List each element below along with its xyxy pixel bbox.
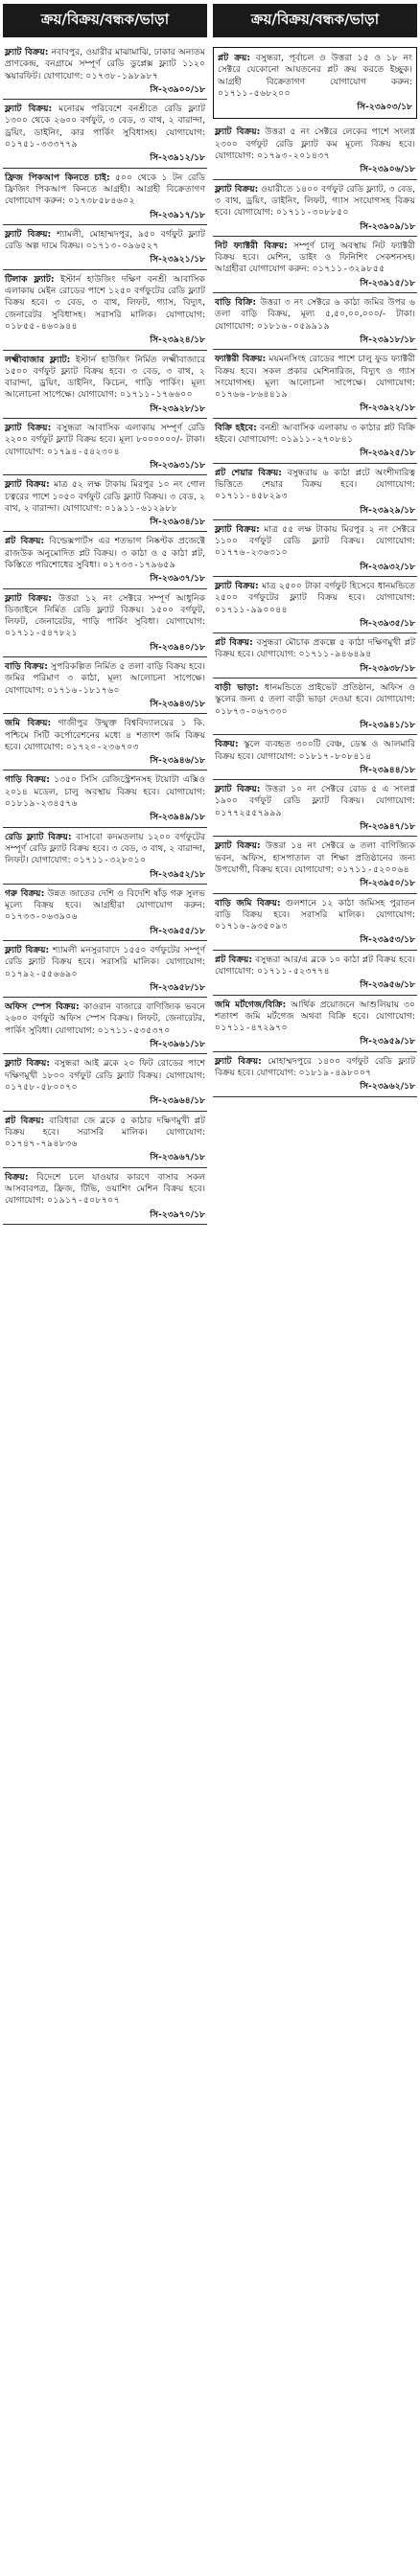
classified-ad (3, 169, 207, 225)
ad-body: মাত্র ৫৫ লক্ষ টাকায় মিরপুর ২ নং সেক্টরে ১১০০ বর্গফুট রেডি ফ্ল্যাট বিক্রয়। যোগাযোগ: (215, 523, 416, 547)
ad-body: শ্যামলী মনসুরাবাদে ১৫৫০ বর্গফুটের সম্পূর্ণ রেডি ফ্ল্যাট বিক্রয় হবে। সরাসরি মালিক। যোগাযোগ: (5, 945, 206, 968)
ad-phone: ০১৯১১-২৭০৮৪১ (280, 434, 354, 446)
classified-ad (3, 1168, 207, 1225)
ad-code: সি-২৩৯৪৬/১৮ (150, 755, 205, 767)
ad-phone: ০১৭১১-৫৪৭৮২১ (5, 628, 78, 639)
classified-ad (213, 577, 417, 633)
ad-heading: টিলাক ফ্ল্যাট: (5, 273, 55, 285)
ad-heading: ফ্ল্যাট বিক্রয়: (215, 126, 261, 138)
ad-heading: প্লট বিক্রয়: (215, 637, 253, 649)
ad-body: বসুন্ধরায় ৬ কাঠা প্লটে অংশীদারিত্ব ভিত্তিতে শেয়ার বিক্রয় হবে। যোগাযোগ: (215, 467, 415, 490)
ad-heading: ফ্ল্যাট বিক্রয়: (215, 1055, 262, 1067)
ad-phone: ০১৭৯৩-২০১৪৩৭ (257, 150, 331, 162)
ad-phone: ০১৭১৩-০৯৬৫২৭ (85, 241, 159, 252)
classified-ad (213, 419, 417, 464)
ad-heading: প্লট শেয়ার বিক্রয়: (215, 467, 282, 478)
ad-body: গুলশানে ১২ কাঠা জমিসহ পুরাতন বাড়ি বিক্রয় হবে। সরাসরি মালিক। যোগাযোগ: (215, 897, 415, 920)
classified-ad (3, 225, 207, 270)
ad-code: সি-২৩৯৪৪/১৮ (360, 764, 415, 775)
classified-ad (213, 1052, 417, 1097)
ad-phone: ০১৭৭২৫৫৭৯৯৯ (215, 807, 283, 818)
classified-ad (3, 100, 207, 168)
classified-ad (213, 678, 417, 735)
ad-body: বসুন্ধরা, পূর্বাচল ও উত্তরা ১৫ ও ১৮ নং সেক্টরে যেকোনো আয়তনের প্লট ক্রয় করতে ইচ্ছুক। আগ্রহী বিক্রেতাগণ যোগাযোগ করুন: (218, 53, 412, 87)
ad-phone: ০১৭১১-৯৯০০৪৪ (215, 604, 288, 615)
ad-phone: ০১৮১৯-২৩৪৫৭৬ (5, 798, 78, 810)
ad-heading: নিট ফ্যাক্টরী বিক্রয়: (215, 240, 288, 251)
ad-code: সি-২৩৯০৩/১৮ (357, 102, 412, 113)
ad-body: মনোরম পরিবেশে বনশ্রীতে রেডি ফ্ল্যাট ১৩০০ থেকে ২৬০০ বর্গফুট, ৩ বেড, ৩ বাথ, ২ বারান্দা, ড্রয়িং, ডাইনিং, কার পার্কিং সুবিধাসহ। যোগাযোগ: (5, 104, 206, 138)
classified-ad (3, 770, 207, 827)
classified-ad (3, 589, 207, 657)
ad-phone: ০১৭১১-৯৪৬৪৯৪ (298, 649, 372, 660)
ad-code: সি-২৩৯১৫/১৮ (360, 277, 415, 288)
ad-phone: ০১৭৭৬-২৩৬৩১০ (215, 547, 289, 559)
classified-ad (3, 941, 207, 998)
classified-ad (213, 350, 417, 418)
ad-phone: ০১৭১১-৩২৮০১০ (73, 855, 147, 866)
classified-ad (3, 714, 207, 770)
ad-code: সি-২৩৯২২/১৮ (360, 402, 415, 414)
right-column (213, 4, 417, 2572)
classified-ad (213, 123, 417, 179)
ad-code: সি-২৩৯০০/১৮ (150, 83, 205, 95)
ad-heading: প্লট ক্রয়: (218, 53, 251, 63)
ad-phone: ০১৭১১-৫৬৮২০০ (218, 87, 291, 99)
ad-code: সি-২৩৯৫৫/১৮ (150, 925, 205, 936)
ad-body: বনশ্রী আবাসিক এলাকায় ৩ কাঠার প্লট বিক্রি হইবে। যোগাযোগ: (215, 422, 416, 446)
ad-code: সি-২৩৯৪১/১৮ (360, 719, 415, 730)
ad-heading: ফ্ল্যাট বিক্রয়: (5, 104, 53, 115)
ad-heading: জমি বিক্রয়: (5, 718, 52, 729)
classified-ad (213, 180, 417, 237)
classified-ad (213, 894, 417, 951)
ad-body: উন্নত জাতের দেশি ও বিদেশি ষাঁড় গরু সুলভ মূল্যে বিক্রয় হবে। আগ্রহীরা যোগাযোগ করুন: (5, 887, 205, 911)
ad-body: ১৩৫০ সিসি রেজিস্ট্রেশনসহ টয়োটা এক্সিও ২০১৪ মডেল, চালু অবস্থায় বিক্রয় হবে। যোগাযোগ: (5, 774, 205, 797)
ad-heading: বিক্রয়: (215, 739, 239, 750)
ad-code: সি-২৩৯৫৬/১৮ (360, 979, 415, 991)
ad-phone: ০১৭১১-১৭৬৬০০ (120, 389, 194, 401)
ad-phone: ০১৭১১-৫২০০৬৪ (337, 863, 410, 875)
ad-body: শ্যামলী, মোহাম্মদপুর, ৯৫০ বর্গফুট ফ্ল্যাট রেডি অল্প দামে বিক্রয়। (5, 228, 206, 252)
ad-code: সি-২৩৯৩৮/১৮ (360, 662, 415, 674)
ad-code: সি-২৩৯৪৯/১৮ (150, 812, 205, 823)
ad-heading: বিক্রয়: (5, 1171, 29, 1183)
ad-body: বিল্ডেক্সপার্টস এর শতভাগ নিষ্কণ্টক প্রজেক্টে রাজউক অনুমোদিত প্লট বিক্রয়। ৩ কাঠা ও ৫ কাঠা প্লট, কিস্তিতে পরিশোধের সুবিধা। (5, 536, 205, 570)
ad-phone: ০১৮১৯-৪৯৮০০৭ (298, 1068, 372, 1079)
ad-code: সি-২৩৯৫৩/১৮ (360, 934, 415, 946)
ad-heading: ফ্যাক্টরী বিক্রয়: (215, 354, 267, 365)
ad-heading: ফ্ল্যাট বিক্রয়: (215, 784, 261, 795)
ad-heading: ফ্ল্যাট বিক্রয়: (5, 945, 50, 955)
ad-heading: গরু বিক্রয়: (5, 887, 45, 899)
ad-body: উত্তরা ১০ নং সেক্টরে রোড ৫ এ সংলগ্ন ১৯০০ বর্গফুট রেডি ফ্ল্যাট বিক্রয়। যোগাযোগ: (215, 784, 415, 807)
classified-ad (3, 532, 207, 588)
ad-phone: ০১৮৭৩-০৬৭৩৩০ (215, 705, 289, 717)
classified-ad (3, 43, 207, 100)
ad-body: ইস্টার্ন হাউজিং নির্মিত লক্ষ্মীবাজারে ১৫০০ বর্গফুট ফ্ল্যাট বিক্রয় হবে। ৩ বেড, ৩ বাথ, ২ বারান্দা, ড্রয়িং, ডাইনিং, কিচেন, গাড়ি পার্কিং। মূল্য আলোচনা সাপেক্ষে। যোগাযোগ: (5, 354, 206, 401)
ad-heading: ফ্ল্যাট বিক্রয়: (215, 840, 261, 852)
ad-body: মাত্র ৫২ লক্ষ টাকায় মিরপুর ১০ নং গোল চত্বরের পাশে ১০৫০ বর্গফুট রেডি ফ্ল্যাট বিক্রয়। ৩ বেড, ২ বাথ, ২ বারান্দা। যোগাযোগ: (5, 479, 205, 514)
ad-code: সি-২৩৯৬৪/১৮ (150, 1095, 205, 1107)
ad-body: আর্থিক প্রয়োজনে আশুলিয়ায় ৩০ শতাংশ জমি মর্টগেজ অথবা বিক্রি হবে। যোগাযোগ: (215, 999, 416, 1022)
ad-heading: জমি মর্টগেজ/বিক্রি: (215, 999, 287, 1010)
ad-code: সি-২৩৯৩৭/১৮ (150, 573, 205, 585)
ad-phone: ০১৭৯২-৫৫৬৬৯০ (5, 968, 78, 979)
ad-code: সি-২৩৯১৭/১৮ (150, 209, 205, 220)
ad-body: মাত্র ২৫০০ টাকা বর্গফুট হিসেবে ধানমন্ডিতে ২৫০০ বর্গফুটের ফ্ল্যাট বিক্রয় হবে। যোগাযোগ: (215, 580, 416, 604)
ad-code: সি-২৩৯২৪/১৮ (150, 334, 205, 346)
ad-phone: ০১৭১১-৩২৯৮৫৫ (312, 264, 385, 275)
ad-phone: ০১৮৫৫-৪৬০৯৪৪ (5, 320, 78, 332)
ad-heading: ফ্ল্যাট বিক্রয়: (5, 592, 53, 604)
ad-heading: বিক্রি হইবে: (215, 422, 257, 433)
ad-phone: ০১৭১১-৫৩৫৩৭০ (97, 1024, 171, 1036)
ad-heading: ফ্ল্যাট বিক্রয়: (5, 47, 49, 58)
ad-code: সি-২৩৯৩৪/১৮ (150, 517, 205, 528)
ad-phone: ০১৭৫১-৩৩৩৭৭৯ (5, 139, 78, 150)
ad-heading: ফ্রিজ পিকআপ কিনতে চাই: (5, 172, 110, 183)
ad-code: সি-২৩৯৬২/১৮ (360, 1081, 415, 1092)
ad-body: বসুন্ধরা আই ব্লকে ২০ ফিট রোডের পাশে দক্ষিণমুখী ১৮০০ বর্গফুট রেডি ফ্ল্যাট বিক্রয়। যোগাযোগ: (5, 1058, 206, 1081)
ad-code: সি-২৩৯৫৮/১৮ (150, 981, 205, 993)
ad-heading: গাড়ি বিক্রয়: (5, 774, 50, 786)
classified-ad (213, 780, 417, 837)
ad-body: উত্তরা ৫ নং সেক্টরে লেকের পাশে সংলগ্ন ২৩০০ বর্গফুট রেডি ফ্ল্যাট কম মূল্যে বিক্রয় হবে। যোগাযোগ: (215, 126, 415, 162)
ad-phone: ০১৭১১-৫২৩৭৭৪ (257, 966, 331, 977)
ad-heading: প্লট বিক্রয়: (5, 1115, 45, 1126)
ad-heading: বাড়ি বিক্রি: (215, 297, 257, 309)
ad-phone: ০১৮১৭-৮০৮৪১৪ (298, 750, 372, 762)
ad-code: সি-২৩৯৪৩/১৮ (150, 698, 205, 709)
ad-phone: ০১৭২০-২৩৬৭০৩ (65, 741, 139, 752)
ad-body: স্কুলে ব্যবহৃত ৩০০টি বেঞ্চ, ডেস্ক ও আলমারি বিক্রয় হবে। যোগাযোগ: (215, 739, 416, 762)
ad-phone: ০১৭১১-৩০৮৮৫০ (275, 207, 349, 218)
ad-body: মোহাম্মদপুরে ১৪০০ বর্গফুট রেডি ফ্ল্যাট বিক্রয় হবে। যোগাযোগ: (215, 1055, 415, 1079)
ad-phone: ০১৯১১-৬১২৯৮৮ (105, 502, 178, 514)
ad-code: সি-২৩৯১২/১৮ (150, 152, 205, 164)
ad-body: ধানমন্ডিতে প্রাইভেট প্রতিষ্ঠান, অফিস ও স্কুলের জন্য ৫ তলা বাড়ী ভাড়া দেওয়া হবে। যোগাযোগ: (215, 682, 416, 705)
ad-phone: ০১৭৬৬-৮৬৪৪১৯ (215, 389, 288, 401)
ad-heading: বাড়ি জমি বিক্রয়: (215, 897, 281, 908)
classified-ad (213, 837, 417, 893)
classified-ad (3, 475, 207, 532)
ad-heading: বাড়ি বিক্রয়: (5, 661, 48, 673)
ad-body: বারিধারা জে ব্লকে ৫ কাঠার দক্ষিণমুখী প্লট বিক্রয় হবে। সরাসরি মালিক। যোগাযোগ: (5, 1115, 205, 1138)
ad-code: সি-২৩৯৫০/১৮ (360, 878, 415, 889)
ad-body: ইস্টার্ন হাউজিং দক্ষিণ বনশ্রী আবাসিক এলাকায় মেইন রোডের পাশে ১২৫০ বর্গফুটের রেডি ফ্ল্যাট বিক্রয় হবে। ৩ বেড, ৩ বাথ, লিফট, গ্যাস, বিদ্যুৎ, জেনারেটর সুবিধাসহ। সরাসরি মালিক। যোগাযোগ: (5, 273, 205, 320)
classified-ad (213, 293, 417, 350)
ad-phone: ০১৭১১-৪৫৮২৯৩ (215, 491, 288, 502)
ad-body: বসুন্ধরা আর/এ ব্লকে ১০ কাঠা প্লট বিক্রয় হবে। যোগাযোগ: (215, 954, 416, 977)
ad-body: বসুন্ধরা আবাসিক এলাকায় সম্পূর্ণ রেডি ২২০০ বর্গফুট ফ্ল্যাট বিক্রয় হবে। মূল্য ৮০০০০০০/- টাকা। যোগাযোগ: (5, 423, 205, 457)
ad-heading: ফ্ল্যাট বিক্রয়: (5, 479, 50, 491)
classified-ad (3, 1054, 207, 1111)
ad-heading: ফ্ল্যাট বিক্রয়: (5, 228, 52, 240)
ad-code: সি-২৩৯০৬/১৮ (360, 164, 415, 175)
ad-phone: ০১৭১৬-১৮১৭৬০ (47, 684, 121, 696)
classified-ad (3, 351, 207, 419)
ad-heading: অফিস স্পেস বিক্রয়: (5, 1001, 80, 1013)
ad-body: সম্পূর্ণ চালু অবস্থায় নিট ফ্যাক্টরী বিক্রয় হবে। মেশিন, ডাইং ও ফিনিশিং সেকশনসহ। আগ্রহীরা যোগাযোগ করুন: (215, 240, 415, 275)
ad-heading: ফ্ল্যাট বিক্রয়: (5, 423, 52, 434)
classified-ad (213, 633, 417, 678)
ad-body: উত্তরা ৩ নং সেক্টরে ৬ কাঠা জমির উপর ৬ তলা বাড়ি বিক্রয়, মূল্য ৫,৫০,০০,০০০/- টাকা। যোগাযোগ: (215, 297, 416, 332)
ad-code: সি-২৩৯৭০/১৮ (150, 1208, 205, 1220)
ad-code: সি-২৩৯৫৯/১৮ (360, 1036, 415, 1047)
classified-ad (3, 1112, 207, 1168)
ad-code: সি-২৩৯১৮/১৮ (360, 334, 415, 345)
ad-body: উত্তরা ১২ নং সেক্টরে সম্পূর্ণ আধুনিক ডিজাইনে নির্মিত রেডি ফ্ল্যাট বিক্রয়। ১৫০০ বর্গফুট, লিফট, জেনারেটর, গাড়ি পার্কিং সুবিধা। যোগাযোগ: (5, 592, 206, 628)
ad-body: ৫০০ থেকে ১ টন রেডি ফ্রিজিং পিকআপ কিনতে আগ্রহী। আগ্রহী বিক্রেতাগণ যোগাযোগ করুন: (5, 172, 205, 207)
ad-phone: ০১৭৩৩-১৭৯৬৫৯ (103, 559, 176, 570)
ad-phone: ০১৭৪৭-৭৯৪৮৩৬ (5, 1138, 78, 1150)
classified-ad (3, 270, 207, 351)
ad-heading: ফ্ল্যাট বিক্রয়: (215, 183, 259, 195)
ad-body: সুপরিকল্পিত নির্মিত ৫ তলা বাড়ি বিক্রয় হবে। জমির পরিমাণ ৩ কাঠা, মূল্য আলোচনা সাপেক্ষে। যোগাযোগ: (5, 661, 206, 696)
ad-phone: ০১৭৯৪-৫৪২৩০৪ (47, 446, 121, 457)
left-column (3, 4, 207, 2572)
ad-body: গাজীপুর উন্মুক্ত বিশ্ববিদ্যালয়ের ১ কি. পশ্চিমে সিটি কর্পোরেশনের মধ্যে ৪ শতাংশ জমি বিক্রয় হবে। যোগাযোগ: (5, 718, 205, 752)
classified-ad (3, 657, 207, 714)
ad-body: ওয়ারীতে ১৪০০ বর্গফুট রেডি ফ্ল্যাট, ৩ বেড, ৩ বাথ, ড্রয়িং, ডাইনিং, লিফট, গ্যাস সংযোগসহ বিক্রয় হবে। যোগাযোগ: (215, 183, 415, 218)
ad-code: সি-২৩৯২৯/১৮ (360, 504, 415, 516)
classified-ad (213, 237, 417, 293)
ad-body: বিদেশে চলে যাওয়ার কারণে বাসার সকল আসবাবপত্র, ফ্রিজ, টিভি, ওয়াশিং মেশিন বিক্রয় হবে। যোগাযোগ: (5, 1171, 205, 1207)
ad-heading: বাড়ী ভাড়া: (215, 682, 259, 694)
ad-phone: ০১৭৫৮-৫৮০০৭০ (5, 1081, 78, 1092)
ad-code: সি-২৩৯৩৫/১৮ (360, 617, 415, 629)
ad-heading: ফ্ল্যাট বিক্রয়: (215, 580, 259, 591)
ad-heading: প্লট বিক্রয়: (215, 954, 253, 965)
ad-phone: ০১৭১৬-৯৩৫০৯৩ (215, 921, 288, 932)
ad-heading: লক্ষ্মীবাজার ফ্ল্যাট: (5, 354, 71, 365)
ad-code: সি-২৩৯০৯/১৮ (360, 220, 415, 232)
classified-ad (3, 998, 207, 1054)
classified-ad (213, 520, 417, 577)
classified-ad (213, 47, 417, 119)
ad-code: সি-২৩৯৬৭/১৮ (150, 1152, 205, 1163)
classified-ad (3, 419, 207, 475)
section-header: ক্রয়/বিক্রয়/বন্ধক/ভাড়া (213, 4, 417, 37)
ad-heading: প্লট বিক্রয়: (5, 536, 45, 547)
ad-code: সি-২৩৯৩১/১৮ (150, 459, 205, 471)
ad-heading: ফ্ল্যাট বিক্রয়: (215, 523, 260, 535)
section-header: ক্রয়/বিক্রয়/বন্ধক/ভাড়া (3, 4, 207, 37)
ad-heading: রেডি ফ্ল্যাট বিক্রয়: (5, 831, 72, 842)
ad-phone: ০১৭৩৮৫৮৪৬০২ (67, 196, 136, 207)
ad-heading: ফ্ল্যাট বিক্রয়: (5, 1058, 51, 1070)
classified-ad (213, 951, 417, 996)
ad-code: সি-২৩৯৪০/১৮ (150, 641, 205, 653)
ad-code: সি-২৩৯৩২/১৮ (360, 561, 415, 572)
classified-ad (3, 828, 207, 885)
ad-phone: ০১৭১১-৪৭২৯৭০ (215, 1023, 288, 1034)
ad-body: নবাবপুর, ওয়ারীর মাঝামাঝি, ঢাকার অন্যতম প্রাণকেন্দ্র, বনগ্রামে সম্পূর্ণ রেডি ডুপ্লেক্স ফ্ল্যাট ১১২০ স্কয়ারফিট। যোগাযোগ: (5, 47, 206, 81)
ad-body: ময়মনসিংহ রোডের পাশে চালু ফুড ফ্যাক্টরী বিক্রয় হবে। সকল প্রকার মেশিনারিজ, বিদ্যুৎ ও গ্যাস সংযোগসহ। মূল্য আলোচনা সাপেক্ষে। যোগাযোগ: (215, 354, 415, 388)
classified-ad (3, 885, 207, 941)
ad-phone: ০১৮১৬-০৫৯৯১৯ (257, 320, 331, 332)
ad-phone: ০১৭৩৩-০৬৩৯০৬ (5, 911, 79, 923)
ad-phone: ০১৯১৭-৫০৮৭০৭ (47, 1195, 121, 1207)
columns (3, 4, 417, 2572)
ad-body: বাসাবো কদমতলায় ১২০০ বর্গফুটের সম্পূর্ণ রেডি ফ্ল্যাট বিক্রয় হবে। ৩ বেড, ৩ বাথ, ২ বারান্দা, লিফট। যোগাযোগ: (5, 831, 205, 866)
ad-body: কাওরান বাজারে বাণিজ্যিক ভবনে ২৬০০ বর্গফুট অফিস স্পেস বিক্রয়। লিফট, জেনারেটর, পার্কিং সুবিধা। যোগাযোগ: (5, 1001, 205, 1036)
ad-code: সি-২৩৯২১/১৮ (150, 254, 205, 265)
ad-phone: ০১৭৩৮-১৯৮৯৮৭ (85, 70, 159, 81)
classified-ad (213, 735, 417, 780)
ad-code: সি-২৩৯৫২/১৮ (150, 868, 205, 880)
ad-code: সি-২৩৯২৮/১৮ (150, 402, 205, 414)
classified-ad (213, 996, 417, 1052)
ad-code: সি-২৩৯৪৭/১৮ (360, 821, 415, 833)
ad-code: সি-২৩৯২৫/১৮ (360, 448, 415, 459)
ad-body: উত্তরা ১৪ নং সেক্টরে ৬ তলা বাণিজ্যিক ভবন, অফিস, হাসপাতাল বা শিক্ষা প্রতিষ্ঠানের জন্য উপযোগী, বিক্রয় হবে। যোগাযোগ: (215, 840, 416, 875)
classified-ad (213, 464, 417, 520)
ad-body: বসুন্ধরা মৌচাক প্রকল্পে ৫ কাঠা দক্ষিণমুখী প্লট বিক্রয় হবে। যোগাযোগ: (215, 637, 415, 660)
ad-code: সি-২৩৯৬১/১৮ (150, 1039, 205, 1050)
